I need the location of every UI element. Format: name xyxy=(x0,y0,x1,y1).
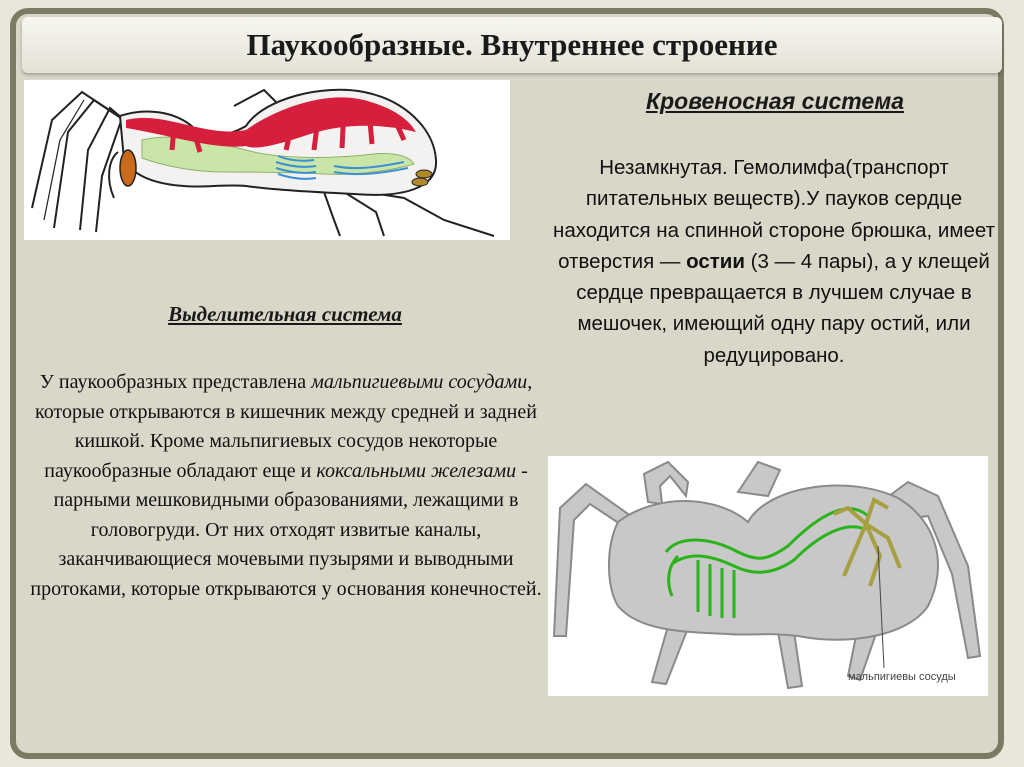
coxal-glands-term: коксальными железами xyxy=(316,459,517,482)
circulatory-paragraph xyxy=(536,152,1012,371)
excretory-heading: Выделительная система xyxy=(168,302,402,326)
malpighian-caption: мальпигиевы сосуды xyxy=(848,671,956,683)
ostia-term: остии xyxy=(686,249,745,273)
circulatory-text-2: (3 — 4 пары), а у клещей сердце превращается в лучшем случае в мешочек, имеющий одну пару остий, или редуцировано. xyxy=(576,249,990,367)
circulatory-heading: Кровеносная система xyxy=(645,88,905,114)
circulatory-text-1: Незамкнутая. Гемолимфа(транспорт питательных веществ).У пауков сердце находится на спинной стороне брюшка, имеет отверстия — xyxy=(553,156,995,273)
title-bar xyxy=(22,17,1002,73)
spider-anatomy-figure xyxy=(24,80,510,240)
excretory-text-1: У паукообразных представлена xyxy=(39,371,312,393)
excretory-text-2: , которые открываются в кишечник между средней и задней кишкой. Кроме мальпигиевых сосудов некоторые паукообразные обладают еще и xyxy=(35,371,537,482)
spider-anatomy-illustration xyxy=(24,80,510,240)
slide-title: Паукообразные. Внутреннее строение xyxy=(246,27,778,62)
malpighian-figure xyxy=(548,456,988,696)
spider-silhouette-illustration xyxy=(548,456,988,696)
excretory-paragraph xyxy=(30,368,542,604)
malpighian-term: мальпигиевыми сосудами xyxy=(311,371,528,393)
silhouette-body xyxy=(609,486,938,640)
chelicerae xyxy=(120,150,136,186)
excretory-text-3: - парными мешковидными образованиями, лежащими в головогруди. От них отходят извитые каналы, заканчивающиеся мочевыми пузырями и выводными протоками, которые открываются у основания конечностей. xyxy=(30,459,542,600)
